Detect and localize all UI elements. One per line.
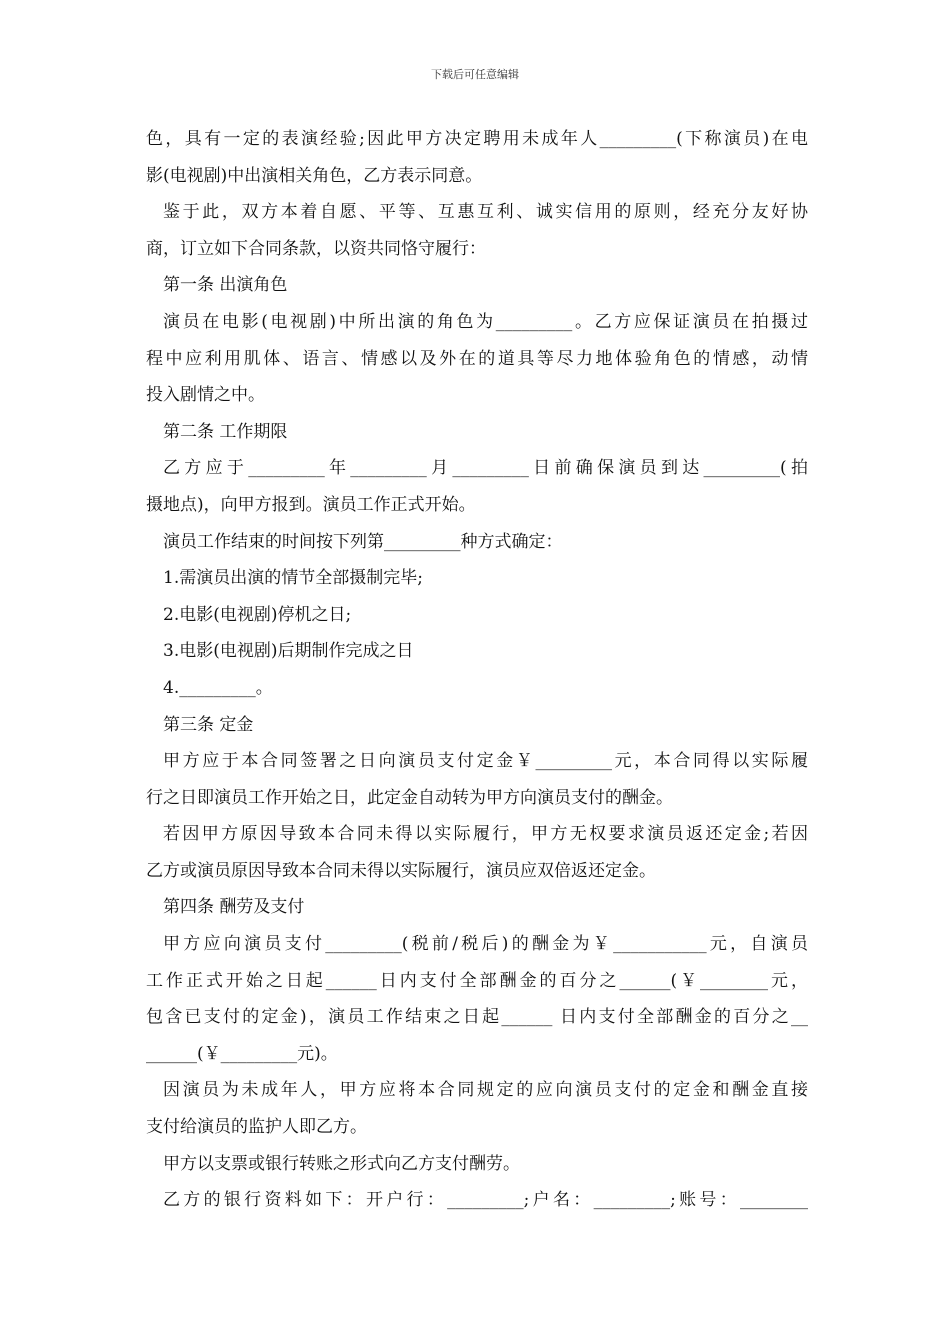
text-line-30: 乙方的银行资料如下：开户行：_________;户名：_________;账号：________ [163, 1190, 808, 1211]
text-line-4: 商，订立如下合同条款，以资共同恪守履行： [146, 238, 486, 259]
text-line-12: 演员工作结束的时间按下列第_________种方式确定： [163, 531, 563, 552]
text-line-3: 鉴于此，双方本着自愿、平等、互惠互利、诚实信用的原则，经充分友好协 [163, 202, 808, 223]
text-line-18: 甲方应于本合同签署之日向演员支付定金￥_________元，本合同得以实际履 [163, 751, 808, 772]
text-line-27: 因演员为未成年人，甲方应将本合同规定的应向演员支付的定金和酬金直接 [163, 1080, 808, 1101]
text-line-8: 投入剧情之中。 [146, 385, 265, 406]
text-line-23: 甲方应向演员支付_________(税前/税后)的酬金为￥___________元，自演员 [163, 934, 808, 955]
text-line-6: 演员在电影(电视剧)中所出演的角色为_________。乙方应保证演员在拍摄过 [163, 311, 808, 332]
text-line-10: 乙方应于_________年_________月_________日前确保演员到达_________(拍 [163, 458, 808, 479]
section-heading-2: 第二条 工作期限 [163, 421, 288, 442]
text-line-24: 工作正式开始之日起______日内支付全部酬金的百分之______(￥________元， [146, 970, 808, 991]
text-line-25: 包含已支付的定金)，演员工作结束之日起______ 日内支付全部酬金的百分之__ [146, 1007, 808, 1028]
section-heading-1: 第一条 出演角色 [163, 275, 288, 296]
section-heading-3: 第三条 定金 [163, 714, 254, 735]
text-line-2: 影(电视剧)中出演相关角色，乙方表示同意。 [146, 165, 483, 186]
document-body [146, 121, 808, 1219]
list-item-1: 1.需演员出演的情节全部摄制完毕; [163, 568, 423, 589]
list-item-3: 3.电影(电视剧)后期制作完成之日 [163, 641, 414, 662]
page-header: 下载后可任意编辑 [431, 68, 519, 81]
list-item-2: 2.电影(电视剧)停机之日; [163, 604, 352, 625]
list-item-4: 4._________。 [163, 677, 273, 698]
text-line-26: ______(￥_________元)。 [146, 1043, 338, 1064]
text-line-20: 若因甲方原因导致本合同未得以实际履行，甲方无权要求演员返还定金;若因 [163, 824, 808, 845]
text-line-19: 行之日即演员工作开始之日，此定金自动转为甲方向演员支付的酬金。 [146, 787, 673, 808]
text-line-1: 色，具有一定的表演经验;因此甲方决定聘用未成年人_________(下称演员)在电 [146, 129, 808, 149]
section-heading-4: 第四条 酬劳及支付 [163, 897, 305, 918]
text-line-7: 程中应利用肌体、语言、情感以及外在的道具等尽力地体验角色的情感，动情 [146, 348, 808, 369]
text-line-21: 乙方或演员原因导致本合同未得以实际履行，演员应双倍返还定金。 [146, 860, 656, 881]
text-line-28: 支付给演员的监护人即乙方。 [146, 1117, 367, 1138]
text-line-29: 甲方以支票或银行转账之形式向乙方支付酬劳。 [163, 1153, 520, 1174]
text-line-11: 摄地点)，向甲方报到。演员工作正式开始。 [146, 494, 476, 515]
